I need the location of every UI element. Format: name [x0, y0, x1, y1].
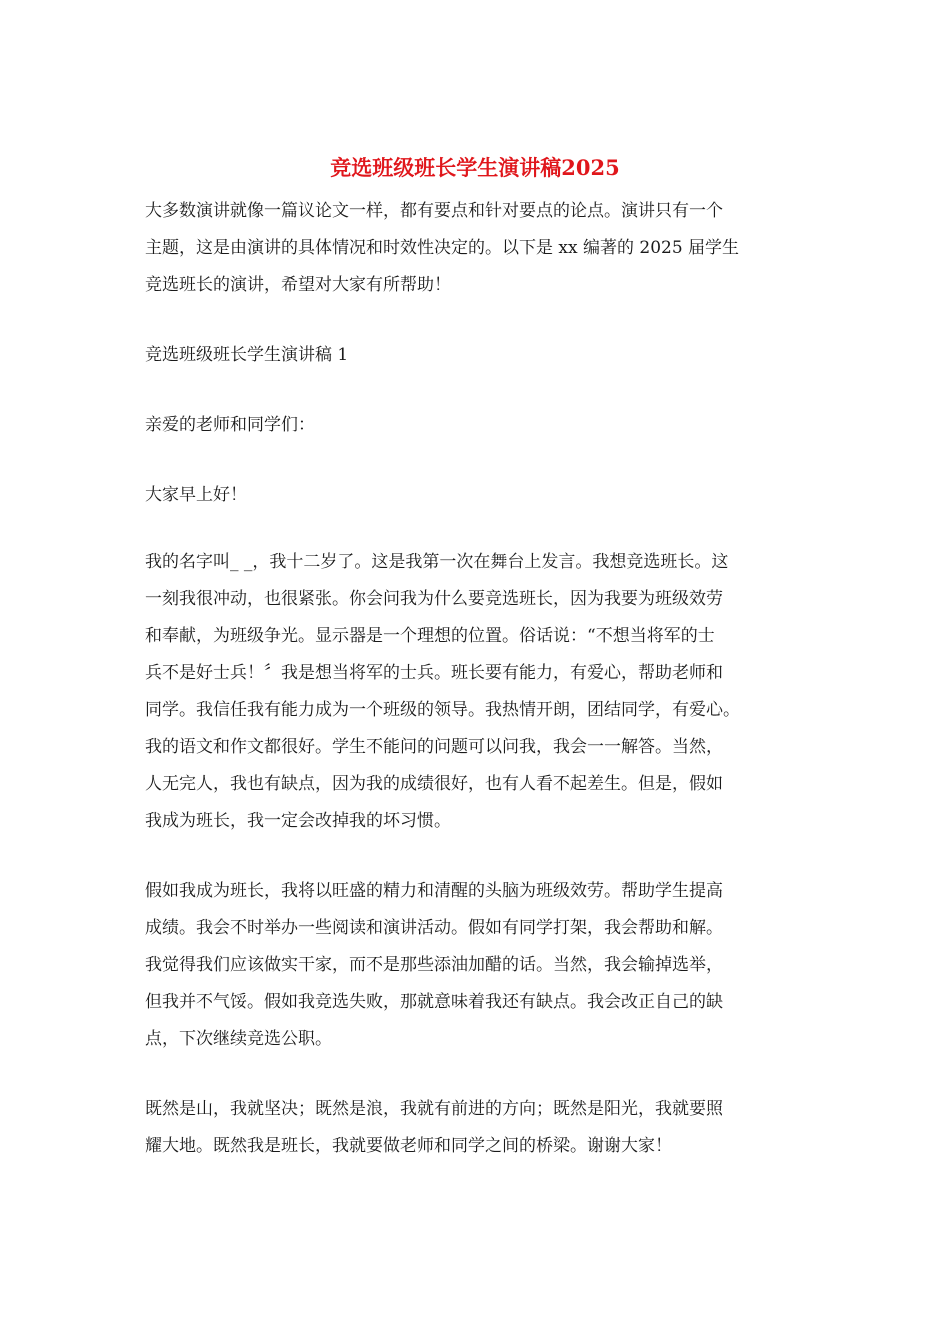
paragraph2-line-3: 我觉得我们应该做实干家，而不是那些添油加醋的话。当然，我会输掉选举，	[145, 955, 723, 975]
paragraph1-line-1: 我的名字叫_ _，我十二岁了。这是我第一次在舞台上发言。我想竞选班长。这	[145, 552, 729, 572]
paragraph2-line-5: 点，下次继续竞选公职。	[145, 1029, 332, 1049]
paragraph3-line-1: 既然是山，我就坚决；既然是浪，我就有前进的方向；既然是阳光，我就要照	[145, 1099, 723, 1119]
intro-line-2: 主题，这是由演讲的具体情况和时效性决定的。以下是 xx 编著的 2025 届学生	[145, 238, 740, 258]
greeting: 大家早上好！	[145, 485, 247, 505]
speech-subtitle: 竞选班级班长学生演讲稿 1	[145, 345, 349, 365]
paragraph1-line-2: 一刻我很冲动，也很紧张。你会问我为什么要竞选班长，因为我要为班级效劳	[145, 589, 723, 609]
paragraph1-line-5: 同学。我信任我有能力成为一个班级的领导。我热情开朗，团结同学，有爱心。	[145, 700, 740, 720]
paragraph1-line-7: 人无完人，我也有缺点，因为我的成绩很好，也有人看不起差生。但是，假如	[145, 774, 723, 794]
paragraph2-line-4: 但我并不气馁。假如我竞选失败，那就意味着我还有缺点。我会改正自己的缺	[145, 992, 723, 1012]
document-title: 竞选班级班长学生演讲稿2025	[330, 155, 620, 180]
paragraph2-line-1: 假如我成为班长，我将以旺盛的精力和清醒的头脑为班级效劳。帮助学生提高	[145, 881, 723, 901]
paragraph1-line-8: 我成为班长，我一定会改掉我的坏习惯。	[145, 811, 451, 831]
intro-line-3: 竞选班长的演讲，希望对大家有所帮助！	[145, 275, 451, 295]
paragraph1-line-6: 我的语文和作文都很好。学生不能问的问题可以问我，我会一一解答。当然，	[145, 737, 723, 757]
paragraph1-line-3: 和奉献，为班级争光。显示器是一个理想的位置。俗话说：“不想当将军的士	[145, 626, 715, 646]
paragraph3-line-2: 耀大地。既然我是班长，我就要做老师和同学之间的桥梁。谢谢大家！	[145, 1136, 672, 1156]
intro-line-1: 大多数演讲就像一篇议论文一样，都有要点和针对要点的论点。演讲只有一个	[145, 201, 723, 221]
paragraph2-line-2: 成绩。我会不时举办一些阅读和演讲活动。假如有同学打架，我会帮助和解。	[145, 918, 723, 938]
salutation: 亲爱的老师和同学们：	[145, 415, 315, 435]
paragraph1-line-4: 兵不是好士兵！〞我是想当将军的士兵。班长要有能力，有爱心，帮助老师和	[145, 663, 723, 683]
